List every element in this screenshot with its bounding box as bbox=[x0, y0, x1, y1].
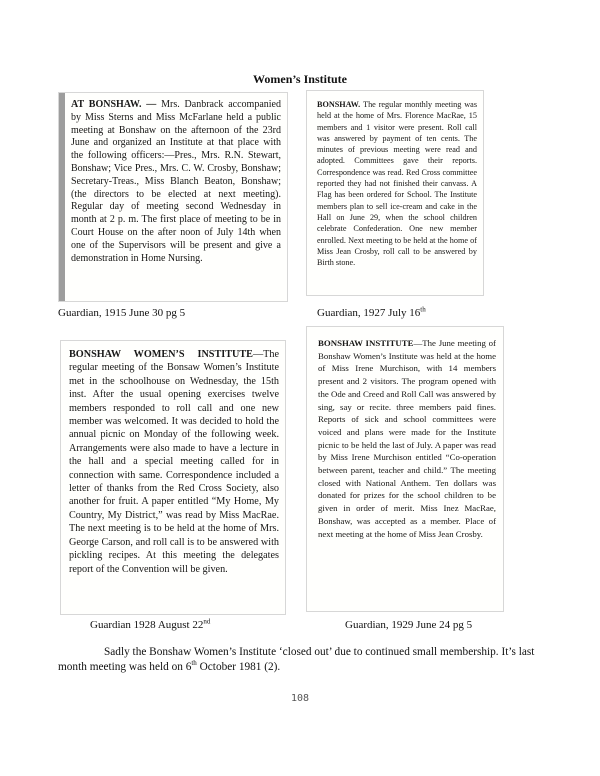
caption-guardian-1929 bbox=[345, 619, 472, 631]
clipping-text bbox=[317, 99, 477, 268]
clipping-body: —The June meeting of Bonshaw Women’s Institute was held at the home of Miss Irene Murchison, with 14 members present and 2 visitors. The program opened with the Ode and Creed and Roll Call was answered by sing, say or recite. three members paid fines. Reports of sick and school committees were voiced and plans were made for the Institute picnic to be held the last of July. A paper was read by Miss Irene Murchison entitled “Co-operation between parent, teacher and child.” The meeting closed with National Anthem. Ten dollars was donated for prizes for the school children to be given in order of merit. Miss Inez MacRae, Bonshaw, was accepted as a member. Place of next meeting at the home of Miss Jean Crosby. bbox=[318, 338, 496, 539]
closing-paragraph bbox=[58, 645, 544, 675]
clipping-text bbox=[71, 99, 281, 265]
newspaper-clipping-1928 bbox=[60, 340, 286, 615]
caption-ordinal-suffix: th bbox=[420, 305, 426, 314]
clipping-heading: BONSHAW. bbox=[317, 100, 364, 109]
page-title: Women’s Institute bbox=[253, 72, 347, 86]
clipping-body: The regular monthly meeting was held at the home of Mrs. Florence MacRae, 15 members and 1 visitor were present. Roll call was answered by payment of ten cents. The minutes of previous meeting were read and adopted. Committees gave their reports. Correspondence was read. Red Cross committee reported they had not finished their canvass. A Flag has been ordered for School. The Institute members plan to sell ice-cream and cake in the Hall on June 29, when the school children celebrate Confederation. One new member enrolled. Next meeting to be held at the home of Miss Jean Crosby, roll call to be answered by Birth stone. bbox=[317, 100, 477, 268]
caption-guardian-1915 bbox=[58, 307, 185, 319]
clipping-text bbox=[69, 348, 279, 576]
caption-ordinal-suffix: nd bbox=[203, 617, 211, 626]
newspaper-clipping-1929 bbox=[306, 326, 504, 612]
caption-guardian-1928 bbox=[90, 619, 210, 631]
closing-text bbox=[58, 645, 544, 675]
closing-ordinal-suffix: th bbox=[191, 659, 197, 668]
clipping-heading: BONSHAW WOMEN’S INSTITUTE bbox=[69, 349, 253, 360]
caption-text: Guardian 1928 August 22 bbox=[90, 619, 204, 631]
clipping-text bbox=[318, 337, 496, 540]
newspaper-clipping-1927 bbox=[306, 90, 484, 296]
clipping-heading: AT BONSHAW. — bbox=[71, 99, 162, 110]
closing-text-part2: October 1981 (2). bbox=[196, 661, 281, 673]
caption-text: Guardian, 1915 June 30 pg 5 bbox=[58, 307, 186, 319]
page-number: 108 bbox=[290, 693, 310, 704]
clipping-body: —The regular meeting of the Bonsaw Women’s Institute met in the schoolhouse on Wednesday, the 15th inst. After the usual opening exercises twelve members responded to roll call and one new member was welcomed. It was decided to hold the annual picnic on Monday of the following week. Arrangements were also made to have a lecture in the hall and a special meeting called for in connection with same. Correspondence included a letter of thanks from the Red Cross Society, also another for fruit. A paper entitled “My Home, My Country, My District,” was read by Miss MacRae. The next meeting is to be held at the home of Mrs. George Carson, and roll call is to be answered with pickling recipes. At this meeting the delegates report of the Convention will be given. bbox=[69, 349, 279, 575]
newspaper-clipping-1915 bbox=[58, 92, 288, 302]
clipping-edge-shadow bbox=[59, 93, 65, 301]
clipping-heading: BONSHAW INSTITUTE bbox=[318, 338, 414, 348]
closing-text-part1: Sadly the Bonshaw Women’s Institute ‘closed out’ due to continued small membership. It’s last month meeting was held on 6 bbox=[58, 646, 535, 673]
clipping-body: Mrs. Danbrack accompanied by Miss Sterns and Miss McFarlane held a public meeting at Bonshaw on the afternoon of the 23rd June and organized an Institute at that place with the following officers:—Pres., Mrs. R.N. Stewart, Bonshaw; Vice Pres., Mrs. C. W. Crosby, Bonshaw; Secretary-Treas., Miss Blanch Beaton, Bonshaw; (the directors to be elected at next meeting). Regular day of meeting second Wednesday in month at 2 p. m. The first place of meeting to be in Court House on the after noon of July 14th when one of the Supervisors will be present and give a demonstration in Home Nursing. bbox=[71, 99, 281, 264]
caption-text: Guardian, 1929 June 24 pg 5 bbox=[345, 619, 473, 631]
caption-guardian-1927 bbox=[317, 307, 426, 319]
caption-text: Guardian, 1927 July 16 bbox=[317, 307, 421, 319]
